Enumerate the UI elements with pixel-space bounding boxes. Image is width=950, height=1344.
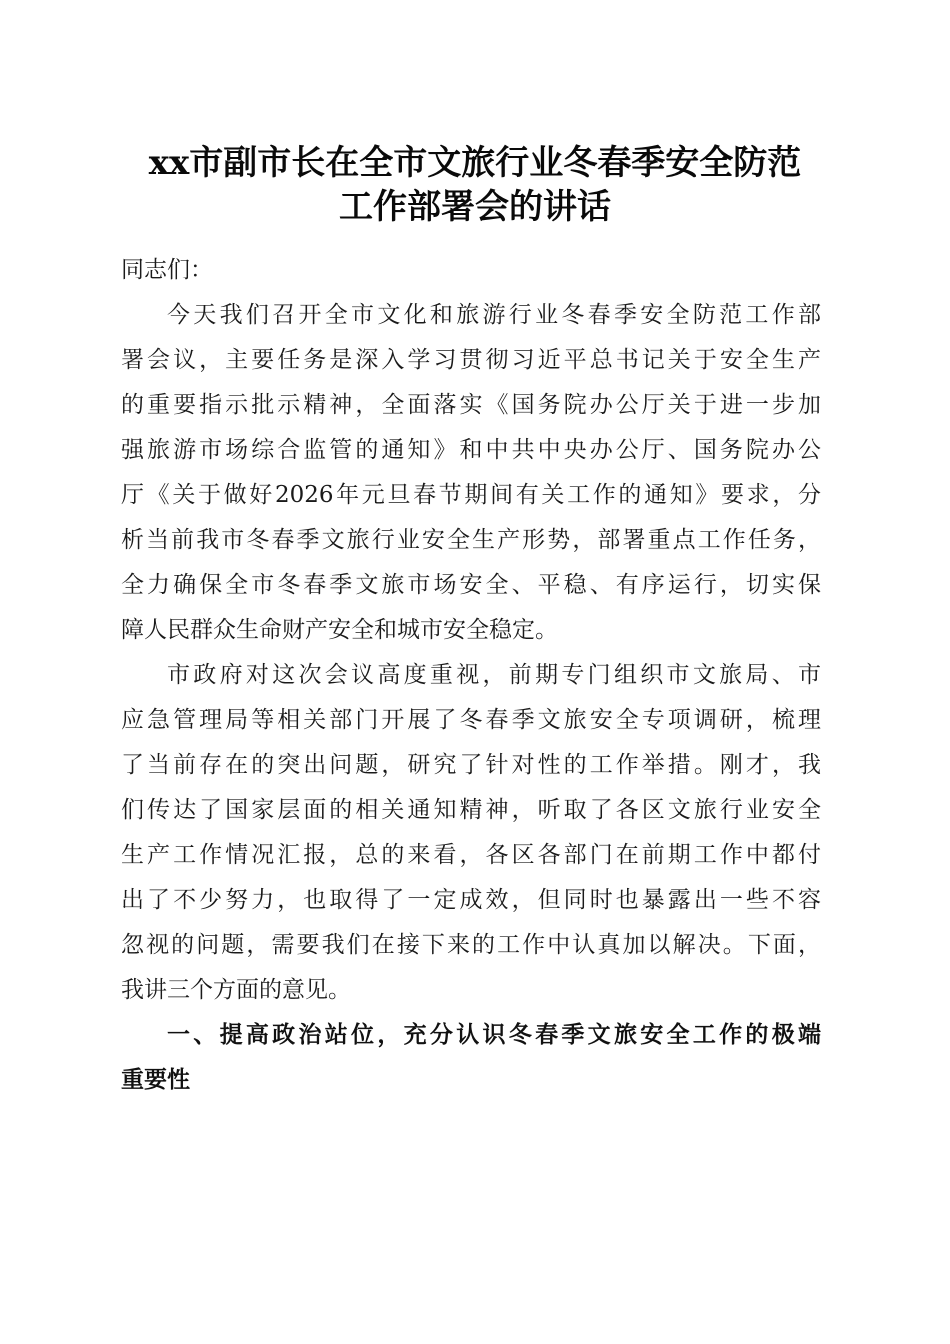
paragraph-1-line: 障人民群众生命财产安全和城市安全稳定。 xyxy=(121,617,558,643)
paragraph-2-line: 忽视的问题，需要我们在接下来的工作中认真加以解决。下面， xyxy=(121,932,821,958)
paragraph-1-line: 厅《关于做好2026年元旦春节期间有关工作的通知》要求，分 xyxy=(121,482,821,508)
paragraph-1-line: 署会议，主要任务是深入学习贯彻习近平总书记关于安全生产 xyxy=(121,347,821,373)
paragraph-2-line: 出了不少努力，也取得了一定成效，但同时也暴露出一些不容 xyxy=(121,887,821,913)
paragraph-2-line: 生产工作情况汇报，总的来看，各区各部门在前期工作中都付 xyxy=(121,842,821,868)
section-1-heading-line: 重要性 xyxy=(121,1067,190,1093)
paragraph-2-line: 应急管理局等相关部门开展了冬春季文旅安全专项调研，梳理 xyxy=(121,707,821,733)
paragraph-1-line: 全力确保全市冬春季文旅市场安全、平稳、有序运行，切实保 xyxy=(121,572,821,598)
paragraph-2-line: 市政府对这次会议高度重视，前期专门组织市文旅局、市 xyxy=(167,662,821,688)
document-title-line-1: xx市副市长在全市文旅行业冬春季安全防范 xyxy=(148,143,802,183)
document-title-line-2: 工作部署会的讲话 xyxy=(339,187,611,227)
paragraph-1-line: 今天我们召开全市文化和旅游行业冬春季安全防范工作部 xyxy=(167,302,821,328)
paragraph-2-line: 们传达了国家层面的相关通知精神，听取了各区文旅行业安全 xyxy=(121,797,821,823)
paragraph-1-line: 强旅游市场综合监管的通知》和中共中央办公厅、国务院办公 xyxy=(121,437,821,463)
paragraph-2-line: 了当前存在的突出问题，研究了针对性的工作举措。刚才，我 xyxy=(121,752,821,778)
paragraph-1-line: 析当前我市冬春季文旅行业安全生产形势，部署重点工作任务， xyxy=(121,527,821,553)
section-1-heading-line: 一、提高政治站位，充分认识冬春季文旅安全工作的极端 xyxy=(167,1022,821,1048)
paragraph-1-line: 的重要指示批示精神，全面落实《国务院办公厅关于进一步加 xyxy=(121,392,821,418)
salutation: 同志们： xyxy=(121,257,213,283)
paragraph-2-line: 我讲三个方面的意见。 xyxy=(121,977,351,1003)
